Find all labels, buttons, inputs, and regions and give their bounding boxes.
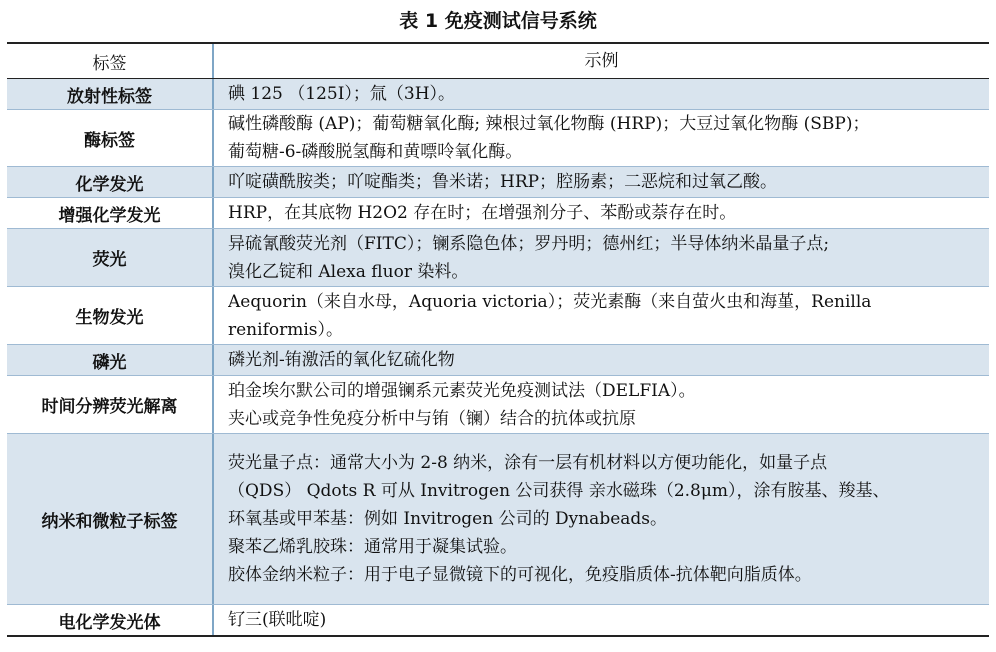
example-line: HRP，在其底物 H2O2 存在时；在增强剂分子、苯酚或萘存在时。 — [228, 203, 737, 223]
row-example — [214, 167, 989, 197]
table-header-row — [7, 44, 989, 79]
example-line: 葡萄糖-6-磷酸脱氢酶和黄嘌呤氧化酶。 — [228, 142, 523, 162]
row-example — [214, 110, 989, 166]
row-label: 磷光 — [7, 345, 214, 375]
row-label: 时间分辨荧光解离 — [7, 376, 214, 433]
row-example — [214, 229, 989, 286]
example-line: Aequorin（来自水母，Aquoria victoria）；荧光素酶（来自萤火虫和海堇，Renilla — [228, 291, 872, 312]
example-line: 吖啶磺酰胺类；吖啶酯类；鲁米诺；HRP；腔肠素；二恶烷和过氧乙酸。 — [228, 172, 778, 192]
row-example — [214, 287, 989, 344]
row-label: 酶标签 — [7, 110, 214, 166]
example-line: 聚苯乙烯乳胶珠：通常用于凝集试验。 — [228, 537, 517, 557]
example-line: 胶体金纳米粒子：用于电子显微镜下的可视化，免疫脂质体-抗体靶向脂质体。 — [228, 565, 812, 585]
row-example — [214, 376, 989, 433]
example-line: 夹心或竞争性免疫分析中与铕（镧）结合的抗体或抗原 — [228, 408, 636, 429]
table-row — [7, 286, 989, 344]
table-row — [7, 109, 989, 166]
row-example — [214, 198, 989, 228]
row-label: 增强化学发光 — [7, 198, 214, 228]
example-line: 钌三(联吡啶) — [228, 610, 327, 630]
table-row — [7, 433, 989, 604]
table-row — [7, 79, 989, 109]
example-line: 珀金埃尔默公司的增强镧系元素荧光免疫测试法（DELFIA）。 — [228, 380, 696, 401]
example-line: （QDS） Qdots R 可从 Invitrogen 公司获得 亲水磁珠（2.8μm），涂有胺基、羧基、 — [228, 481, 890, 501]
example-line: reniformis）。 — [228, 319, 344, 340]
row-label: 生物发光 — [7, 287, 214, 344]
table-row — [7, 375, 989, 433]
row-label: 电化学发光体 — [7, 605, 214, 635]
table-bottom-rule — [7, 635, 989, 637]
row-label: 化学发光 — [7, 167, 214, 197]
row-label: 放射性标签 — [7, 79, 214, 109]
table-row — [7, 228, 989, 286]
example-line: 异硫氰酸荧光剂（FITC）；镧系隐色体；罗丹明；德州红；半导体纳米晶量子点; — [228, 233, 830, 254]
example-line: 荧光量子点：通常大小为 2-8 纳米，涂有一层有机材料以方便功能化，如量子点 — [228, 453, 828, 473]
row-label: 纳米和微粒子标签 — [7, 434, 214, 604]
table-row — [7, 197, 989, 228]
table-row — [7, 166, 989, 197]
table-body — [7, 79, 989, 635]
row-example — [214, 605, 989, 635]
example-line: 溴化乙锭和 Alexa fluor 染料。 — [228, 261, 469, 282]
example-line: 环氧基或甲苯基：例如 Invitrogen 公司的 Dynabeads。 — [228, 509, 668, 529]
row-example — [214, 345, 989, 375]
example-line: 碘 125 （125I）；氚（3H）。 — [228, 84, 456, 104]
signal-systems-table — [7, 42, 989, 637]
row-label: 荧光 — [7, 229, 214, 286]
row-example — [214, 434, 989, 604]
table-row — [7, 344, 989, 375]
table-title: 表 1 免疫测试信号系统 — [399, 10, 597, 32]
header-example: 示例 — [584, 51, 619, 71]
header-label: 标签 — [7, 44, 214, 78]
example-line: 磷光剂-铕激活的氧化钇硫化物 — [228, 350, 455, 370]
example-line: 碱性磷酸酶 (AP)；葡萄糖氧化酶; 辣根过氧化物酶 (HRP)；大豆过氧化物酶 (SBP)； — [228, 114, 870, 134]
table-row — [7, 604, 989, 635]
row-example — [214, 79, 989, 109]
